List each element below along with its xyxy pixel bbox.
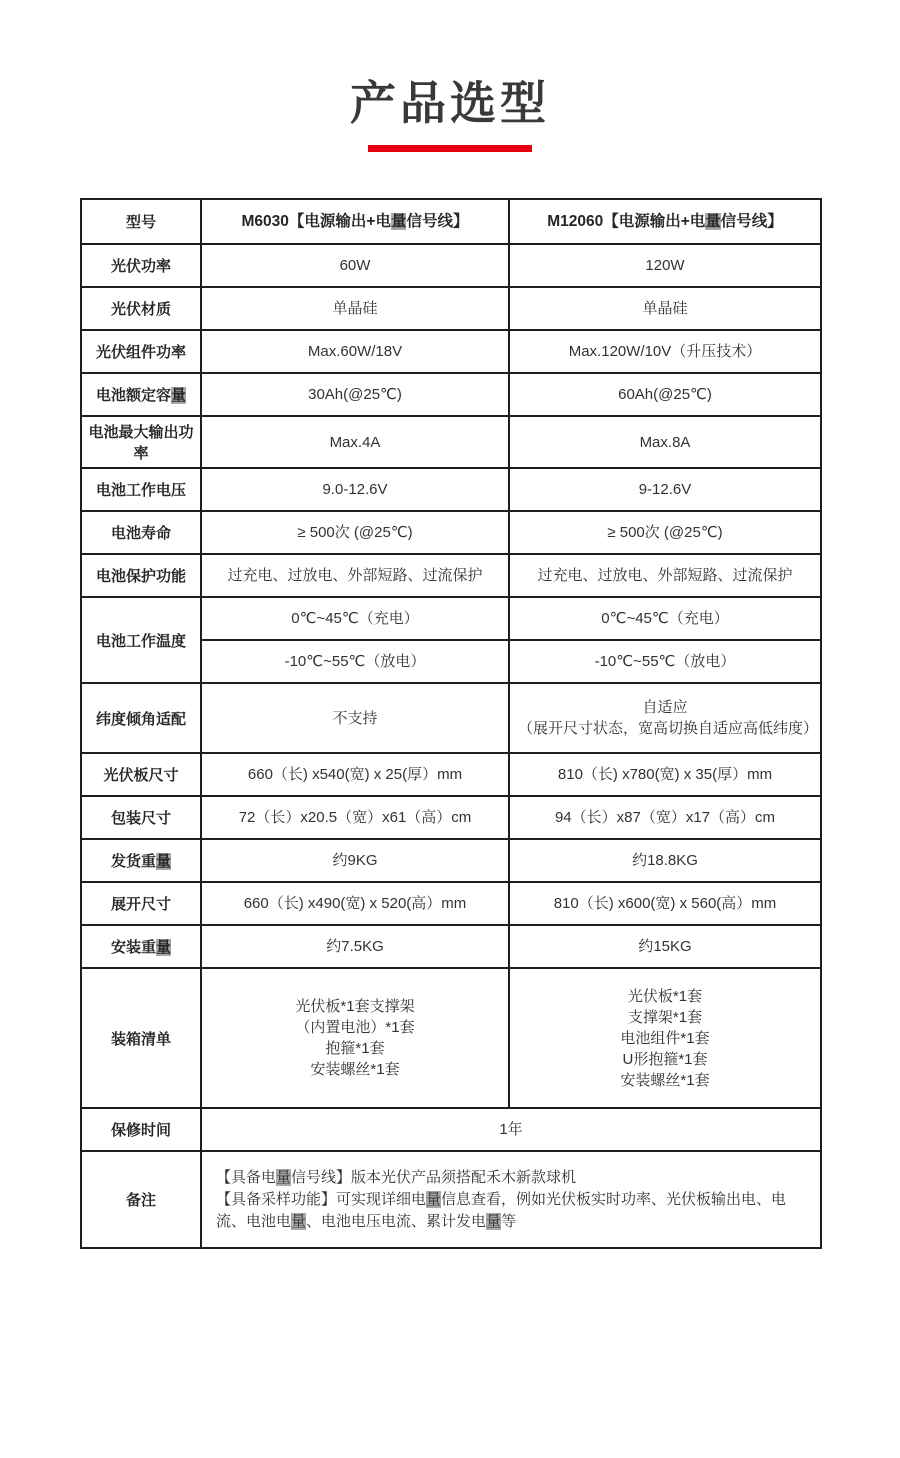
spec-value-m6030: 过充电、过放电、外部短路、过流保护 (201, 554, 509, 597)
table-row (81, 1151, 821, 1248)
row-label: 发货重量 (81, 839, 201, 882)
table-row (81, 839, 821, 882)
spec-value-m6030: 0℃~45℃（充电） (201, 597, 509, 640)
spec-value-m12060: 约15KG (509, 925, 821, 968)
table-row (81, 511, 821, 554)
spec-value-m12060: ≥ 500次 (@25℃) (509, 511, 821, 554)
row-label: 光伏组件功率 (81, 330, 201, 373)
search-highlight: 量 (705, 213, 721, 231)
spec-value-m6030: 单晶硅 (201, 287, 509, 330)
spec-value-m6030: 30Ah(@25℃) (201, 373, 509, 416)
spec-value-span: 【具备电量信号线】版本光伏产品须搭配禾木新款球机 【具备采样功能】可实现详细电量信息查看，例如光伏板实时功率、光伏板输出电、电流、电池电量、电池电压电流、累计发电量等 (201, 1151, 821, 1248)
spec-value-m6030: ≥ 500次 (@25℃) (201, 511, 509, 554)
search-highlight: 量 (156, 853, 172, 871)
row-label: 光伏板尺寸 (81, 753, 201, 796)
row-label: 电池额定容量 (81, 373, 201, 416)
row-label: 电池最大输出功率 (81, 416, 201, 468)
header-model-m12060: M12060【电源输出+电量信号线】 (509, 199, 821, 244)
search-highlight: 量 (276, 1168, 292, 1186)
row-label: 电池寿命 (81, 511, 201, 554)
title-underline (368, 145, 532, 152)
spec-value-m6030: 9.0-12.6V (201, 468, 509, 511)
spec-value-m12060: 单晶硅 (509, 287, 821, 330)
spec-value-m12060: 94（长）x87（宽）x17（高）cm (509, 796, 821, 839)
spec-value-m12060: 自适应 （展开尺寸状态，宽高切换自适应高低纬度） (509, 683, 821, 753)
row-label: 电池保护功能 (81, 554, 201, 597)
table-row (81, 925, 821, 968)
row-label: 电池工作温度 (81, 597, 201, 683)
row-label: 保修时间 (81, 1108, 201, 1151)
table-row (81, 683, 821, 753)
spec-value-m6030: Max.4A (201, 416, 509, 468)
page-title: 产品选型 (350, 77, 550, 129)
spec-value-m6030: 约9KG (201, 839, 509, 882)
table-header-row (81, 199, 821, 244)
table-row (81, 1108, 821, 1151)
row-label: 纬度倾角适配 (81, 683, 201, 753)
row-label: 包装尺寸 (81, 796, 201, 839)
search-highlight: 量 (486, 1212, 502, 1230)
search-highlight: 量 (171, 387, 187, 405)
table-row (81, 796, 821, 839)
row-label: 安装重量 (81, 925, 201, 968)
search-highlight: 量 (291, 1212, 307, 1230)
spec-table-body (81, 199, 821, 1248)
spec-value-m12060: 约18.8KG (509, 839, 821, 882)
spec-value-m12060: 810（长) x780(宽) x 35(厚）mm (509, 753, 821, 796)
row-label: 光伏功率 (81, 244, 201, 287)
spec-value-m6030: 60W (201, 244, 509, 287)
table-row (81, 330, 821, 373)
table-row (81, 554, 821, 597)
spec-value-m6030: 不支持 (201, 683, 509, 753)
header-model-m6030: M6030【电源输出+电量信号线】 (201, 199, 509, 244)
spec-value-m12060: 120W (509, 244, 821, 287)
spec-value-m6030: 光伏板*1套支撑架 （内置电池）*1套 抱箍*1套 安装螺丝*1套 (201, 968, 509, 1108)
spec-value-m6030: Max.60W/18V (201, 330, 509, 373)
spec-value-span: 1年 (201, 1108, 821, 1151)
table-row (81, 753, 821, 796)
spec-value-m12060: Max.120W/10V（升压技术） (509, 330, 821, 373)
table-row (81, 244, 821, 287)
search-highlight: 量 (156, 939, 172, 957)
table-row (81, 468, 821, 511)
spec-value-m12060: 光伏板*1套 支撑架*1套 电池组件*1套 U形抱箍*1套 安装螺丝*1套 (509, 968, 821, 1108)
spec-value-m12060: 810（长) x600(宽) x 560(高）mm (509, 882, 821, 925)
header-model-label: 型号 (81, 199, 201, 244)
table-row (81, 373, 821, 416)
spec-value-m6030: 72（长）x20.5（宽）x61（高）cm (201, 796, 509, 839)
row-label: 备注 (81, 1151, 201, 1248)
spec-value-m12060: Max.8A (509, 416, 821, 468)
spec-value-m12060: -10℃~55℃（放电） (509, 640, 821, 683)
search-highlight: 量 (426, 1190, 442, 1208)
search-highlight: 量 (390, 213, 407, 231)
spec-value-m6030: 660（长) x540(宽) x 25(厚）mm (201, 753, 509, 796)
row-label: 电池工作电压 (81, 468, 201, 511)
table-row (81, 968, 821, 1108)
table-row (81, 416, 821, 468)
spec-value-m6030: 660（长) x490(宽) x 520(高）mm (201, 882, 509, 925)
row-label: 光伏材质 (81, 287, 201, 330)
spec-value-m12060: 9-12.6V (509, 468, 821, 511)
spec-value-m12060: 60Ah(@25℃) (509, 373, 821, 416)
spec-value-m6030: 约7.5KG (201, 925, 509, 968)
table-row (81, 597, 821, 640)
page-header (0, 76, 900, 152)
spec-value-m12060: 0℃~45℃（充电） (509, 597, 821, 640)
table-row (81, 287, 821, 330)
row-label: 装箱清单 (81, 968, 201, 1108)
table-row (81, 882, 821, 925)
spec-value-m6030: -10℃~55℃（放电） (201, 640, 509, 683)
row-label: 展开尺寸 (81, 882, 201, 925)
spec-value-m12060: 过充电、过放电、外部短路、过流保护 (509, 554, 821, 597)
product-spec-table (80, 198, 822, 1249)
